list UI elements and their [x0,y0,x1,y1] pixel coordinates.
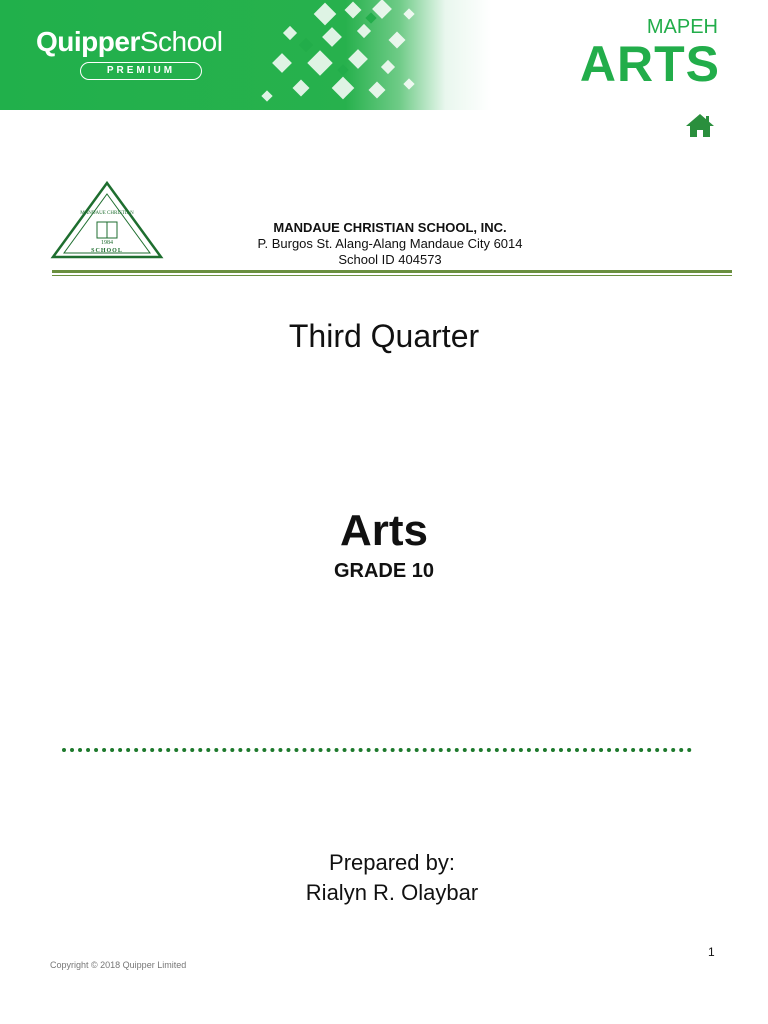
grade-level: GRADE 10 [333,560,435,582]
school-name: MANDAUE CHRISTIAN SCHOOL, INC. [273,220,507,235]
home-icon[interactable] [684,112,716,138]
divider-thin [52,275,732,276]
prepared-by-label: Prepared by: [329,850,455,875]
logo-arc-text: MANDAUE CHRISTIAN [80,211,134,216]
school-info [190,220,590,268]
premium-badge: PREMIUM [80,62,202,80]
dotted-divider [62,748,692,752]
logo-year: 1984 [101,240,113,246]
document-title: Arts [339,506,429,555]
author-name: Rialyn R. Olaybar [305,880,479,905]
school-address: P. Burgos St. Alang-Alang Mandaue City 6014 [257,236,523,251]
quarter-heading: Third Quarter [288,318,480,354]
subject-category: MAPEH [646,16,718,38]
quipper-school-logo [36,26,222,58]
subject-title: ARTS [579,36,720,92]
school-logo [50,180,164,260]
header-banner [0,0,768,110]
divider-thick [52,270,732,273]
copyright-notice: Copyright © 2018 Quipper Limited [50,960,187,970]
brand-bold: Quipper [36,26,140,57]
page-number: 1 [708,945,715,959]
brand-light: School [139,26,223,57]
decorative-pixels [255,0,435,110]
school-id: School ID 404573 [338,252,442,267]
logo-bottom-text: SCHOOL [91,248,123,254]
